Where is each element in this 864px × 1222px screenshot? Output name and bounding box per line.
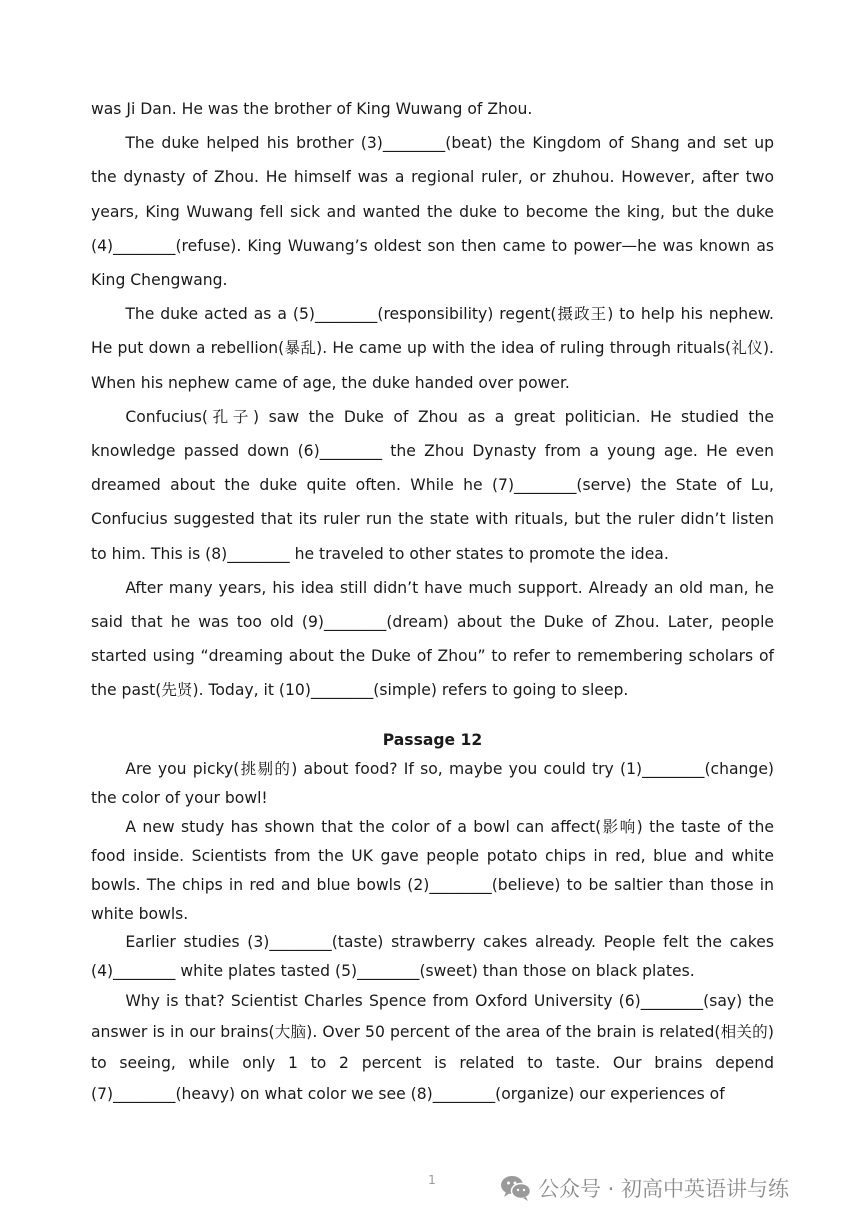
wechat-icon [500, 1174, 532, 1202]
paragraph: The duke helped his brother (3)________(beat) the Kingdom of Shang and set up the dynasty of Zhou. He himself was a regional ruler, or zhuhou. However, after two years, King Wuwang fell sick and wanted the duke to become the king, but the duke (4)________(refuse). King Wuwang’s oldest son then came to power—he was known as King Chengwang. [91, 134, 774, 290]
paragraph: Are you picky(挑剔的) about food? If so, maybe you could try (1)________(change) the color of your bowl! [91, 760, 774, 807]
passage-11-body [91, 92, 774, 708]
paragraph: Earlier studies (3)________(taste) strawberry cakes already. People felt the cakes (4)________ white plates tasted (5)________(sweet) than those on black plates. [91, 933, 774, 981]
paragraph: After many years, his idea still didn’t have much support. Already an old man, he said that he was too old (9)________(dream) about the Duke of Zhou. Later, people started using “dreaming about the Duke of Zhou” to refer to remembering scholars of the past(先贤). Today, it (10)________(simple) refers to going to sleep. [91, 578, 774, 700]
passage-12-body [91, 755, 774, 1110]
passage-12-title: Passage 12 [382, 731, 483, 749]
page-number: 1 [428, 1173, 436, 1187]
paragraph: Why is that? Scientist Charles Spence from Oxford University (6)________(say) the answer is in our brains(大脑). Over 50 percent of the area of the brain is related(相关的) to seeing, while only 1 to 2 percent is related to taste. Our brains depend (7)________(heavy) on what color we see (8)________(organize) our experiences of [91, 992, 774, 1104]
paragraph: A new study has shown that the color of a bowl can affect(影响) the taste of the food inside. Scientists from the UK gave people potato chips in red, blue and white bowls. The chips in red and blue bowls (2)________(believe) to be saltier than those in white bowls. [91, 817, 774, 923]
paragraph: Confucius(孔子) saw the Duke of Zhou as a great politician. He studied the knowledge passed down (6)________ the Zhou Dynasty from a young age. He even dreamed about the duke quite often. While he (7)________(serve) the State of Lu, Confucius suggested that its ruler run the state with rituals, but the ruler didn’t listen to him. This is (8)________ he traveled to other states to promote the idea. [91, 407, 774, 563]
watermark-text: 公众号 · 初高中英语讲与练 [538, 1177, 790, 1201]
watermark [500, 1170, 789, 1206]
paragraph: The duke acted as a (5)________(responsibility) regent(摄政王) to help his nephew. He put down a rebellion(暴乱). He came up with the idea of ruling through rituals(礼仪). When his nephew came of age, the duke handed over power. [91, 305, 774, 392]
paragraph: was Ji Dan. He was the brother of King Wuwang of Zhou. [91, 100, 533, 118]
